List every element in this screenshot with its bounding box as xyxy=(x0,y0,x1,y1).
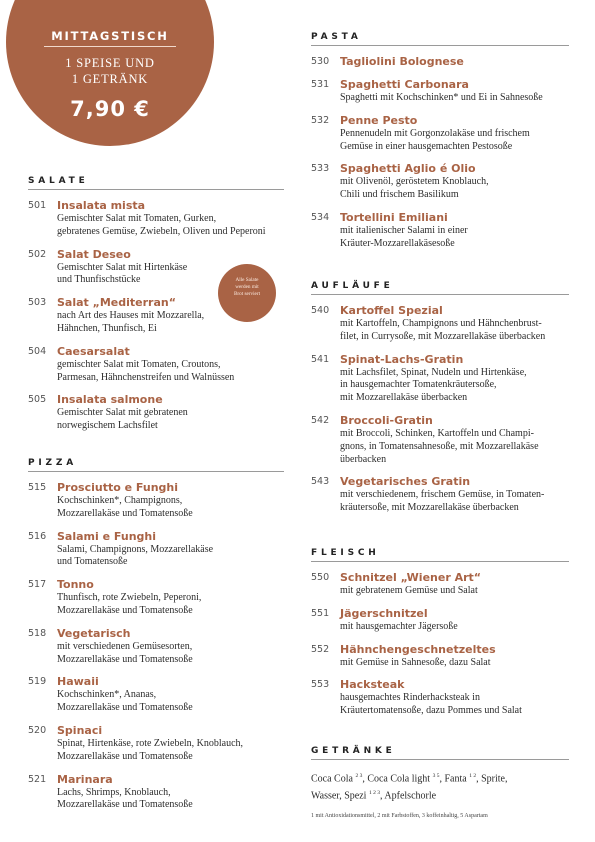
menu-item-name: Spinaci xyxy=(57,723,103,737)
additives-footnote: 1 mit Antioxidationsmittel, 2 mit Farbstoffen, 3 koffeinhaltig, 5 Aspartam xyxy=(311,812,488,819)
menu-item xyxy=(311,353,569,405)
drink-fanta: Fanta xyxy=(444,773,467,785)
menu-item xyxy=(311,678,569,718)
description-line: mit Olivenöl, geröstetem Knoblauch, xyxy=(340,176,489,188)
description-line: Spinat, Hirtenkäse, rote Zwiebeln, Knoblauch, xyxy=(57,737,244,749)
menu-item xyxy=(311,571,569,598)
menu-item-name: Penne Pesto xyxy=(340,113,418,127)
menu-item-description xyxy=(57,641,284,667)
menu-item-name: Kartoffel Spezial xyxy=(340,304,443,317)
menu-item-description xyxy=(57,738,284,764)
menu-item-description xyxy=(57,359,284,385)
drink-additive-marker: 3 5 xyxy=(432,773,440,779)
description-line: Mozzarellakäse und Tomatensoße xyxy=(57,604,193,616)
drinks-row: Coca Cola $^{2 3}$, Coca Cola light $^{3 5}$, Fanta $^{1 2}$, Sprite, xyxy=(311,773,508,785)
menu-item-number: 530 xyxy=(311,56,330,67)
lunch-badge-price: 7,90 € xyxy=(70,97,150,121)
drink-additive-marker: 1 2 xyxy=(469,773,477,779)
description-line: und Tomatensoße xyxy=(57,556,128,568)
description-line: in hausgemachter Tomatenkräutersoße, xyxy=(340,379,497,391)
menu-item-number: 553 xyxy=(311,679,330,691)
menu-item-number: 550 xyxy=(311,572,330,583)
menu-item xyxy=(311,162,569,202)
menu-item-name: Caesarsalat xyxy=(57,344,130,358)
menu-item-number: 516 xyxy=(28,530,47,542)
description-line: Spaghetti mit Kochschinken* und Ei in Sahnesoße xyxy=(340,92,543,103)
menu-item-description xyxy=(340,657,569,670)
menu-item-description xyxy=(57,262,284,288)
menu-item-description xyxy=(57,544,284,570)
menu-item-description xyxy=(340,489,569,515)
description-line: und Thunfischstücke xyxy=(57,274,141,286)
menu-item xyxy=(311,211,569,251)
menu-item-number: 505 xyxy=(28,394,47,406)
section-title: PASTA xyxy=(311,32,569,46)
menu-item-name: Salat „Mediterran“ xyxy=(57,296,176,310)
menu-item xyxy=(311,114,569,154)
menu-item xyxy=(311,304,569,344)
menu-item-name: Tagliolini Bolognese xyxy=(340,55,464,68)
description-line: Gemischter Salat mit Hirtenkäse xyxy=(57,261,188,273)
menu-item-description xyxy=(340,176,569,202)
drink-spezi: Spezi xyxy=(344,790,367,802)
menu-item xyxy=(28,627,284,667)
description-line: mit Gemüse in Sahnesoße, dazu Salat xyxy=(340,656,491,668)
description-line: Kochschinken*, Champignons, xyxy=(57,495,183,506)
description-line: Mozzarellakäse und Tomatensoße xyxy=(57,750,193,762)
description-line: Pennenudeln mit Gorgonzolakäse und frischem xyxy=(340,127,530,139)
salad-note-line: Brot serviert xyxy=(233,291,261,297)
menu-item-name: Hähnchengeschnetzeltes xyxy=(340,642,496,656)
menu-item-description xyxy=(340,585,569,598)
menu-item-number: 502 xyxy=(28,248,47,260)
menu-item-number: 533 xyxy=(311,163,330,175)
salad-note-line: werden mit xyxy=(235,284,259,290)
menu-item-name: Tonno xyxy=(57,578,94,592)
menu-item-number: 520 xyxy=(28,724,47,736)
menu-item-number: 543 xyxy=(311,476,330,488)
lunch-special-badge xyxy=(6,0,214,146)
menu-item-description xyxy=(57,689,284,715)
menu-item-description xyxy=(340,92,569,105)
menu-item-number: 521 xyxy=(28,773,47,785)
menu-item xyxy=(311,643,569,670)
menu-item-number: 542 xyxy=(311,414,330,426)
menu-item-number: 534 xyxy=(311,211,330,223)
description-line: mit verschiedenem, frischem Gemüse, in Tomaten- xyxy=(340,489,545,501)
menu-item xyxy=(28,773,284,813)
menu-item xyxy=(311,475,569,515)
description-line: gemischter Salat mit Tomaten, Croutons, xyxy=(57,358,221,370)
menu-item-description xyxy=(340,318,569,344)
menu-item-name: Tortellini Emiliani xyxy=(340,210,448,224)
description-line: filet, in Currysoße, mit Mozzarellakäse überbacken xyxy=(340,330,546,342)
description-line: Hähnchen, Thunfisch, Ei xyxy=(57,322,157,334)
menu-item-number: 541 xyxy=(311,353,330,365)
menu-item-name: Spaghetti Aglio é Olio xyxy=(340,162,476,176)
section-title: FLEISCH xyxy=(311,548,569,562)
menu-item-name: Spaghetti Carbonara xyxy=(340,78,469,91)
drink-coca-cola-light: Coca Cola light xyxy=(367,773,431,785)
description-line: Kräutertomatensoße, dazu Pommes und Salat xyxy=(340,705,522,717)
menu-item-name: Schnitzel „Wiener Art“ xyxy=(340,571,482,584)
menu-item-name: Jägerschnitzel xyxy=(340,606,428,620)
menu-item-description xyxy=(340,225,569,251)
menu-item-number: 515 xyxy=(28,482,47,493)
menu-item-number: 503 xyxy=(28,297,47,309)
menu-item-description xyxy=(57,495,284,521)
description-line: mit verschiedenen Gemüsesorten, xyxy=(57,640,193,652)
menu-item xyxy=(311,607,569,634)
section-pasta xyxy=(311,32,569,260)
lunch-badge-line1: 1 SPEISE UND xyxy=(65,56,155,70)
menu-item xyxy=(28,199,284,239)
menu-item-name: Vegetarisches Gratin xyxy=(340,475,471,489)
menu-item xyxy=(311,55,569,69)
menu-item xyxy=(28,481,284,521)
menu-item xyxy=(28,578,284,618)
description-line: Parmesan, Hähnchenstreifen und Walnüssen xyxy=(57,371,235,383)
salad-note-line: Alle Salate xyxy=(235,277,259,283)
section-title: GETRÄNKE xyxy=(311,746,569,760)
menu-item-description xyxy=(340,367,569,405)
menu-item xyxy=(311,414,569,466)
description-line: Kräuter-Mozzarellakäsesoße xyxy=(340,237,455,249)
menu-item xyxy=(28,296,284,336)
description-line: mit italienischer Salami in einer xyxy=(340,224,468,236)
menu-item xyxy=(28,393,284,433)
drink-coca-cola: Coca Cola xyxy=(311,773,353,785)
section-title: SALATE xyxy=(28,176,284,190)
menu-item-name: Marinara xyxy=(57,772,113,786)
description-line: hausgemachtes Rinderhacksteak in xyxy=(340,692,480,704)
description-line: nach Art des Hauses mit Mozzarella, xyxy=(57,310,205,322)
lunch-badge-line2: 1 GETRÄNK xyxy=(71,72,149,86)
menu-item-name: Salami e Funghi xyxy=(57,529,156,543)
section-title: AUFLÄUFE xyxy=(311,281,569,295)
section-fleisch xyxy=(311,548,569,727)
section-getraenke xyxy=(311,746,569,819)
drink-additive-marker: 2 3 xyxy=(355,773,363,779)
menu-item-description xyxy=(57,310,284,336)
menu-item-description xyxy=(340,692,569,718)
drink-additive-marker: 1 2 3 xyxy=(368,790,380,797)
badge-divider xyxy=(44,46,176,47)
description-line: norwegischem Lachsfilet xyxy=(57,420,158,432)
drinks-list xyxy=(311,769,569,804)
menu-item-number: 518 xyxy=(28,627,47,639)
description-line: Salami, Champignons, Mozzarellakäse xyxy=(57,543,214,555)
menu-item-number: 540 xyxy=(311,305,330,316)
menu-item-description xyxy=(340,621,569,634)
menu-item xyxy=(28,345,284,385)
description-line: Mozzarellakäse und Tomatensoße xyxy=(57,507,193,519)
section-pizza xyxy=(28,458,284,821)
menu-item-description xyxy=(340,128,569,154)
menu-item xyxy=(28,248,284,288)
menu-item-number: 531 xyxy=(311,79,330,90)
menu-item xyxy=(311,78,569,105)
menu-item-number: 519 xyxy=(28,676,47,688)
menu-item-name: Salat Deseo xyxy=(57,247,131,261)
description-line: Chili und frischem Basilikum xyxy=(340,189,459,201)
description-line: mit hausgemachter Jägersoße xyxy=(340,620,458,632)
description-line: überbacken xyxy=(340,453,387,465)
description-line: kräutersoße, mit Mozzarellakäse überbacken xyxy=(340,502,519,514)
menu-item-name: Hawaii xyxy=(57,675,99,689)
drink-sprite: Sprite xyxy=(481,773,505,785)
menu-item xyxy=(28,530,284,570)
description-line: Mozzarellakäse und Tomatensoße xyxy=(57,799,193,811)
menu-item-description xyxy=(57,787,284,813)
menu-item-name: Hacksteak xyxy=(340,678,405,692)
lunch-badge-title: MITTAGSTISCH xyxy=(51,29,169,43)
menu-item-name: Vegetarisch xyxy=(57,626,131,640)
description-line: mit Mozzarellakäse überbacken xyxy=(340,392,468,404)
description-line: Lachs, Shrimps, Knoblauch, xyxy=(57,786,171,798)
menu-item-description xyxy=(57,213,284,239)
description-line: mit Kartoffeln, Champignons und Hähnchenbrust- xyxy=(340,318,542,329)
menu-item-name: Prosciutto e Funghi xyxy=(57,481,179,494)
description-line: Mozzarellakäse und Tomatensoße xyxy=(57,702,193,714)
menu-item-number: 551 xyxy=(311,607,330,619)
section-auflaeufe xyxy=(311,281,569,524)
drinks-row: Wasser, Spezi $^{1 2 3}$, Apfelschorle xyxy=(311,790,437,802)
description-line: gebratenes Gemüse, Zwiebeln, Oliven und Peperoni xyxy=(57,225,266,237)
menu-item-number: 552 xyxy=(311,643,330,655)
menu-item-description xyxy=(57,407,284,433)
description-line: Gemischter Salat mit Tomaten, Gurken, xyxy=(57,213,217,224)
menu-item-number: 517 xyxy=(28,579,47,591)
menu-item-name: Insalata salmone xyxy=(57,393,163,407)
section-title: PIZZA xyxy=(28,458,284,472)
description-line: Thunfisch, rote Zwiebeln, Peperoni, xyxy=(57,592,202,604)
description-line: mit Lachsfilet, Spinat, Nudeln und Hirtenkäse, xyxy=(340,366,527,378)
menu-item-number: 501 xyxy=(28,200,47,211)
description-line: gnons, in Tomatensahnesoße, mit Mozzarellakäse xyxy=(340,440,539,452)
menu-item-name: Broccoli-Gratin xyxy=(340,413,433,427)
menu-item-number: 532 xyxy=(311,114,330,126)
drink-wasser: Wasser xyxy=(311,790,340,802)
section-salate xyxy=(28,176,284,442)
description-line: mit Broccoli, Schinken, Kartoffeln und Champi- xyxy=(340,427,534,439)
description-line: Kochschinken*, Ananas, xyxy=(57,689,157,701)
menu-item xyxy=(28,724,284,764)
menu-item-description xyxy=(340,428,569,466)
description-line: Mozzarellakäse und Tomatensoße xyxy=(57,653,193,665)
drink-apfelschorle: Apfelschorle xyxy=(384,790,437,802)
description-line: Gemüse in einer hausgemachten Pestosoße xyxy=(340,140,513,152)
menu-item-description xyxy=(57,592,284,618)
menu-item-number: 504 xyxy=(28,345,47,357)
description-line: Gemischter Salat mit gebratenen xyxy=(57,407,188,419)
menu-item-name: Spinat-Lachs-Gratin xyxy=(340,352,464,366)
description-line: mit gebratenem Gemüse und Salat xyxy=(340,585,478,596)
menu-item-name: Insalata mista xyxy=(57,199,146,212)
menu-item xyxy=(28,675,284,715)
